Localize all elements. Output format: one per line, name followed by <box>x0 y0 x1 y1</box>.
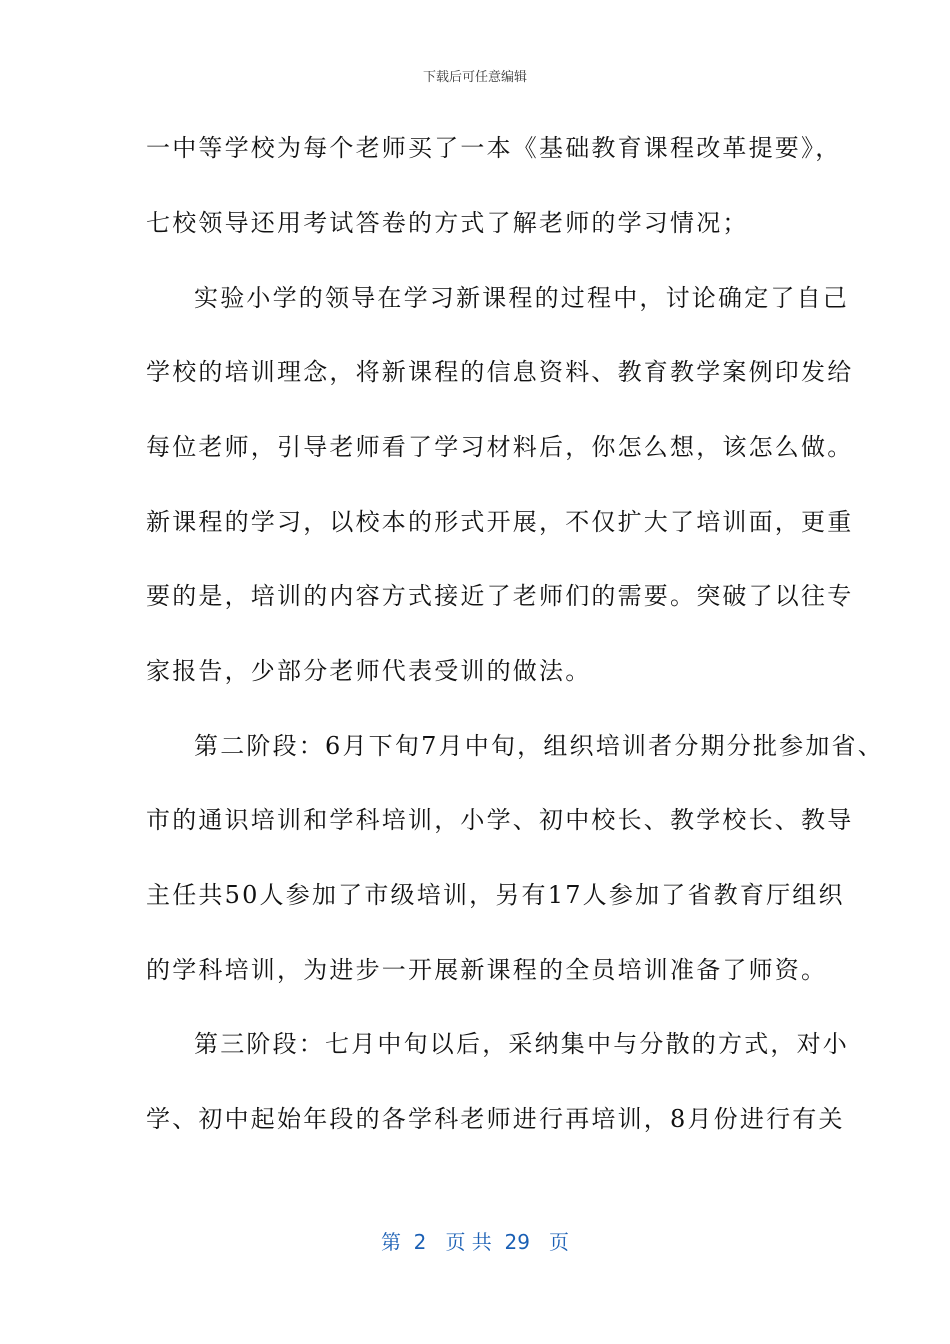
body-line: 要的是，培训的内容方式接近了老师们的需要。突破了以往专 <box>146 582 854 610</box>
page-header-note: 下载后可任意编辑 <box>422 70 527 85</box>
body-line: 一中等学校为每个老师买了一本《基础教育课程改革提要》， <box>146 134 842 162</box>
body-line: 每位老师，引导老师看了学习材料后，你怎么想，该怎么做。 <box>146 433 854 461</box>
paragraph-start-line: 实验小学的领导在学习新课程的过程中，讨论确定了自己 <box>194 284 849 312</box>
body-line: 学、初中起始年段的各学科老师进行再培训，8月份进行有关 <box>146 1105 845 1133</box>
paragraph-start-line: 第二阶段：6月下旬7月中旬，组织培训者分期分批参加省、 <box>194 732 884 760</box>
body-line: 家报告，少部分老师代表受训的做法。 <box>146 657 592 685</box>
body-line: 主任共50人参加了市级培训，另有17人参加了省教育厅组织 <box>146 881 845 909</box>
body-line: 市的通识培训和学科培训，小学、初中校长、教学校长、教导 <box>146 806 854 834</box>
body-line: 学校的培训理念，将新课程的信息资料、教育教学案例印发给 <box>146 358 854 386</box>
body-line: 七校领导还用考试答卷的方式了解老师的学习情况； <box>146 209 749 237</box>
body-line: 的学科培训，为进步一开展新课程的全员培训准备了师资。 <box>146 956 828 984</box>
page-number-footer: 第 2 页 共 29 页 <box>380 1230 570 1254</box>
body-line: 新课程的学习，以校本的形式开展，不仅扩大了培训面，更重 <box>146 508 854 536</box>
paragraph-start-line: 第三阶段：七月中旬以后，采纳集中与分散的方式，对小 <box>194 1030 849 1058</box>
